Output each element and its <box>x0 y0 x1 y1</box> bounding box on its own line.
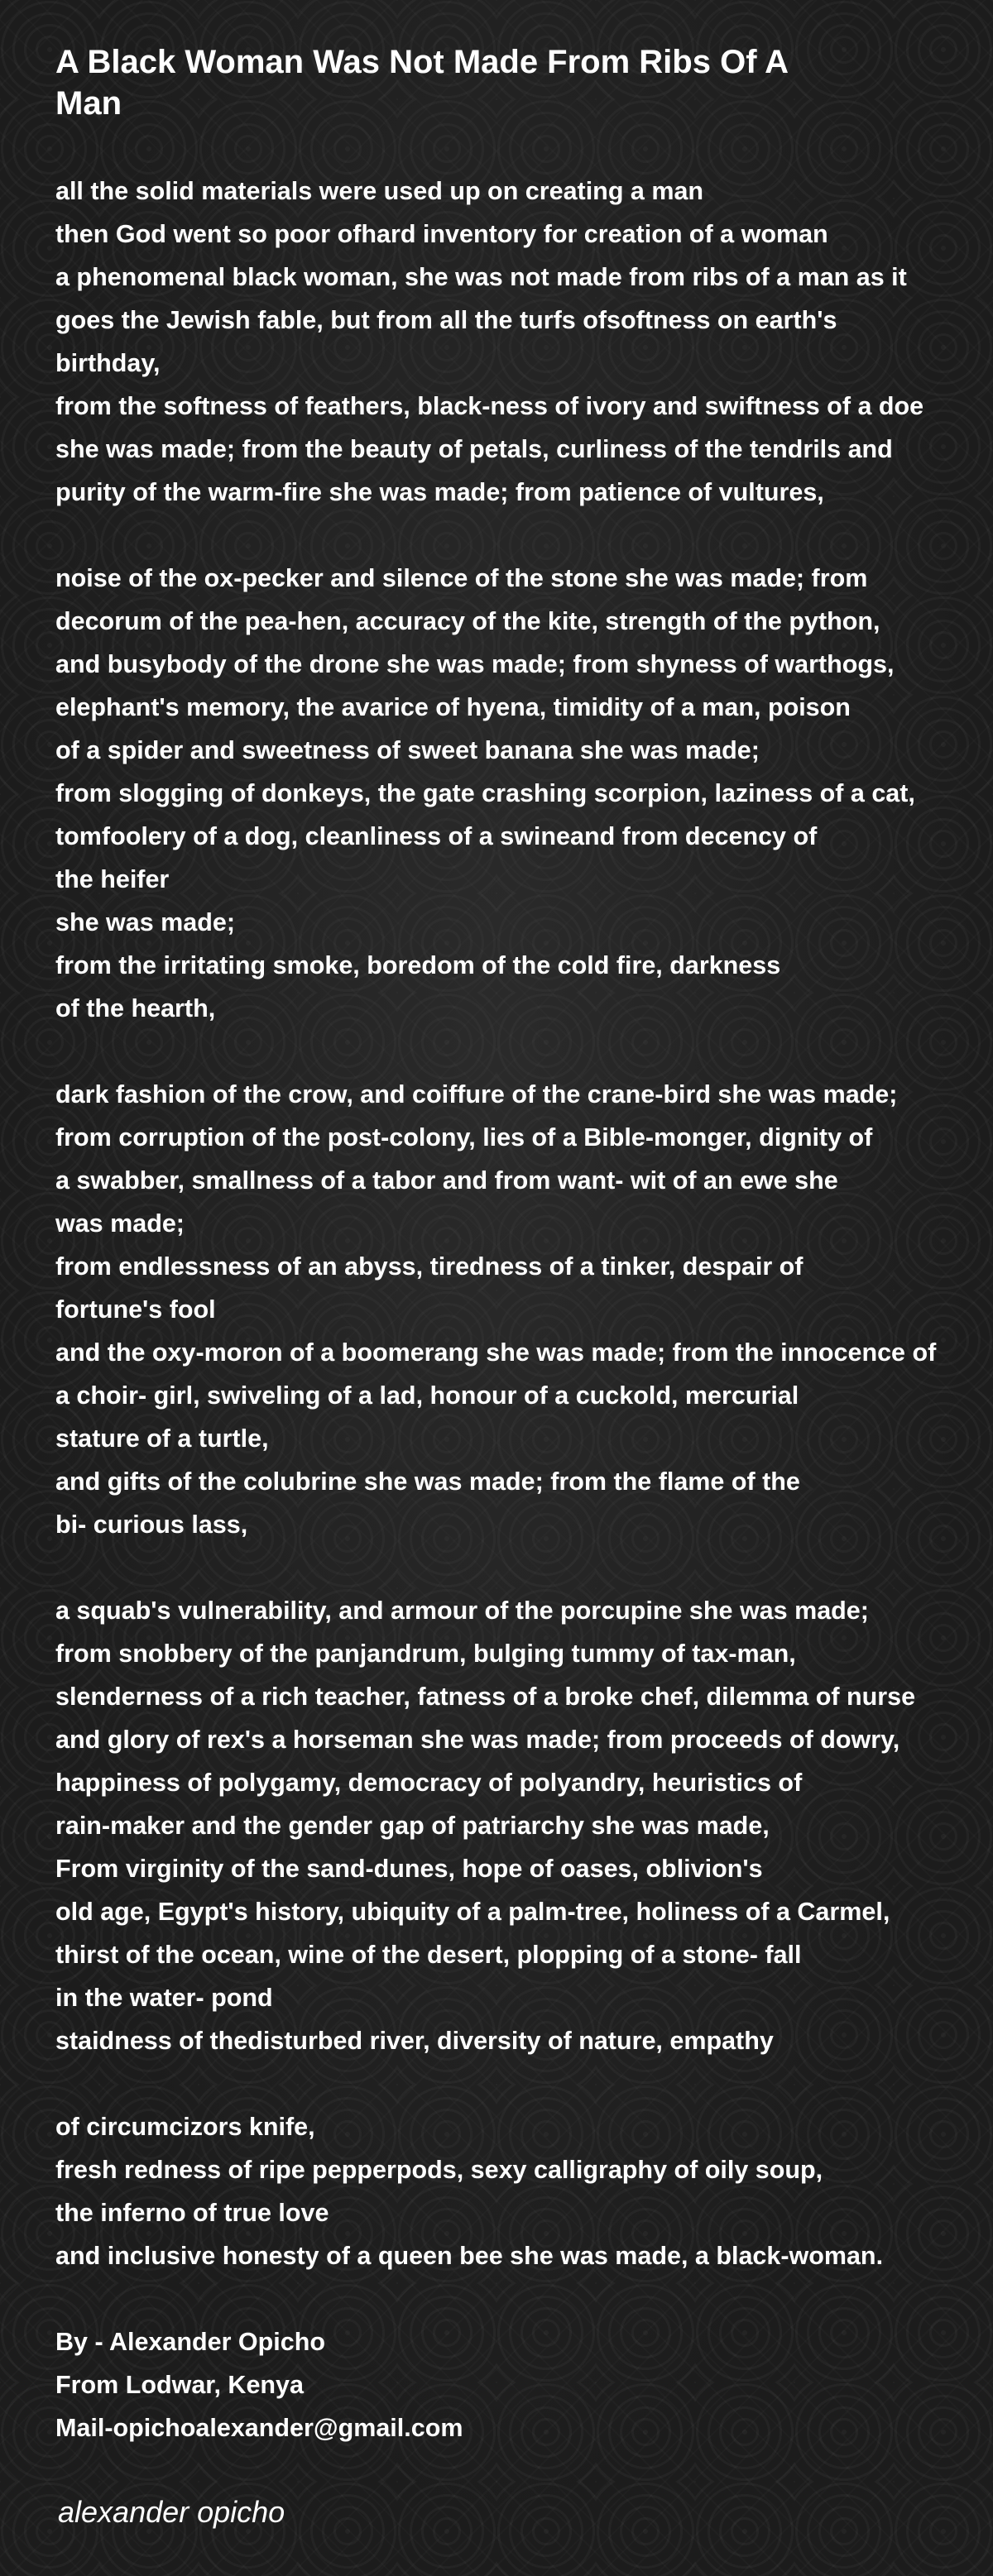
poem-title <box>55 41 883 124</box>
poem-line: a choir- girl, swiveling of a lad, honour of a cuckold, mercurial <box>55 1381 799 1410</box>
poem-line: all the solid materials were used up on creating a man <box>55 177 704 205</box>
author-signature: alexander opicho <box>58 2495 285 2529</box>
poem-line: rain-maker and the gender gap of patriarchy she was made, <box>55 1812 770 1840</box>
poem-line: from slogging of donkeys, the gate crashing scorpion, laziness of a cat, <box>55 779 915 807</box>
poem-line: staidness of thedisturbed river, diversity of nature, empathy <box>55 2027 774 2055</box>
poem-line: birthday, <box>55 349 161 377</box>
poem-line: From virginity of the sand-dunes, hope of oases, oblivion's <box>55 1855 763 1883</box>
poem-line: the heifer <box>55 865 170 893</box>
poem-stanza <box>55 1589 993 2062</box>
poem-line: from snobbery of the panjandrum, bulging tummy of tax-man, <box>55 1640 796 1668</box>
poem-line: By - Alexander Opicho <box>55 2328 325 2356</box>
poem-line: and the oxy-moron of a boomerang she was made; from the innocence of <box>55 1338 937 1367</box>
poem-line: Mail-opichoalexander@gmail.com <box>55 2414 463 2442</box>
poem-line: of circumcizors knife, <box>55 2113 315 2141</box>
poem-line: From Lodwar, Kenya <box>55 2371 304 2399</box>
poem-stanza <box>55 2320 993 2449</box>
poem-line: goes the Jewish fable, but from all the turfs ofsoftness on earth's <box>55 306 837 334</box>
poem-line: decorum of the pea-hen, accuracy of the kite, strength of the python, <box>55 607 880 635</box>
poem-line: and inclusive honesty of a queen bee she was made, a black-woman. <box>55 2242 884 2270</box>
poem-line: stature of a turtle, <box>55 1424 269 1453</box>
poem-line: old age, Egypt's history, ubiquity of a palm-tree, holiness of a Carmel, <box>55 1898 890 1926</box>
poem-line: elephant's memory, the avarice of hyena, timidity of a man, poison <box>55 693 851 721</box>
poem-line: fortune's fool <box>55 1295 216 1324</box>
poem-line: a swabber, smallness of a tabor and from want- wit of an ewe she <box>55 1166 838 1195</box>
poem-line: from endlessness of an abyss, tiredness of a tinker, despair of <box>55 1252 804 1281</box>
poem-stanza <box>55 1073 993 1546</box>
poem-stanza <box>55 170 993 514</box>
poem-line: in the water- pond <box>55 1984 273 2012</box>
poem-line: tomfoolery of a dog, cleanliness of a swineand from decency of <box>55 822 818 850</box>
poem-line: a phenomenal black woman, she was not made from ribs of a man as it <box>55 263 907 291</box>
poem-line: the inferno of true love <box>55 2199 329 2227</box>
poem-line: fresh redness of ripe pepperpods, sexy calligraphy of oily soup, <box>55 2156 823 2184</box>
poem-line: from the softness of feathers, black-ness of ivory and swiftness of a doe <box>55 392 924 420</box>
poem-line: dark fashion of the crow, and coiffure of the crane-bird she was made; <box>55 1080 898 1108</box>
poem-line: of the hearth, <box>55 994 216 1022</box>
poem-line: noise of the ox-pecker and silence of the stone she was made; from <box>55 564 868 592</box>
poem-body <box>55 170 993 2492</box>
poem-line: she was made; <box>55 908 235 936</box>
poem-line: slenderness of a rich teacher, fatness of a broke chef, dilemma of nurse <box>55 1683 916 1711</box>
poem-stanza <box>55 557 993 1030</box>
poem-line: and busybody of the drone she was made; from shyness of warthogs, <box>55 650 895 678</box>
poem-line: purity of the warm-fire she was made; from patience of vultures, <box>55 478 824 506</box>
poem-line: happiness of polygamy, democracy of polyandry, heuristics of <box>55 1769 803 1797</box>
poem-line: of a spider and sweetness of sweet banana she was made; <box>55 736 760 764</box>
poem-line: then God went so poor ofhard inventory for creation of a woman <box>55 220 828 248</box>
poem-line: bi- curious lass, <box>55 1511 248 1539</box>
poem-line: a squab's vulnerability, and armour of the porcupine she was made; <box>55 1597 869 1625</box>
poem-line: was made; <box>55 1209 185 1238</box>
poem-line: she was made; from the beauty of petals, curliness of the tendrils and <box>55 435 893 463</box>
poem-stanza <box>55 2105 993 2277</box>
poem-line: and gifts of the colubrine she was made; from the flame of the <box>55 1468 800 1496</box>
poem-line: from the irritating smoke, boredom of the cold fire, darkness <box>55 951 781 979</box>
poem-title-line-2: Man <box>55 85 122 122</box>
poem-line: and glory of rex's a horseman she was made; from proceeds of dowry, <box>55 1726 900 1754</box>
poem-line: thirst of the ocean, wine of the desert, plopping of a stone- fall <box>55 1941 802 1969</box>
poem-line: from corruption of the post-colony, lies of a Bible-monger, dignity of <box>55 1123 873 1152</box>
poem-title-line-1: A Black Woman Was Not Made From Ribs Of A <box>55 44 789 80</box>
